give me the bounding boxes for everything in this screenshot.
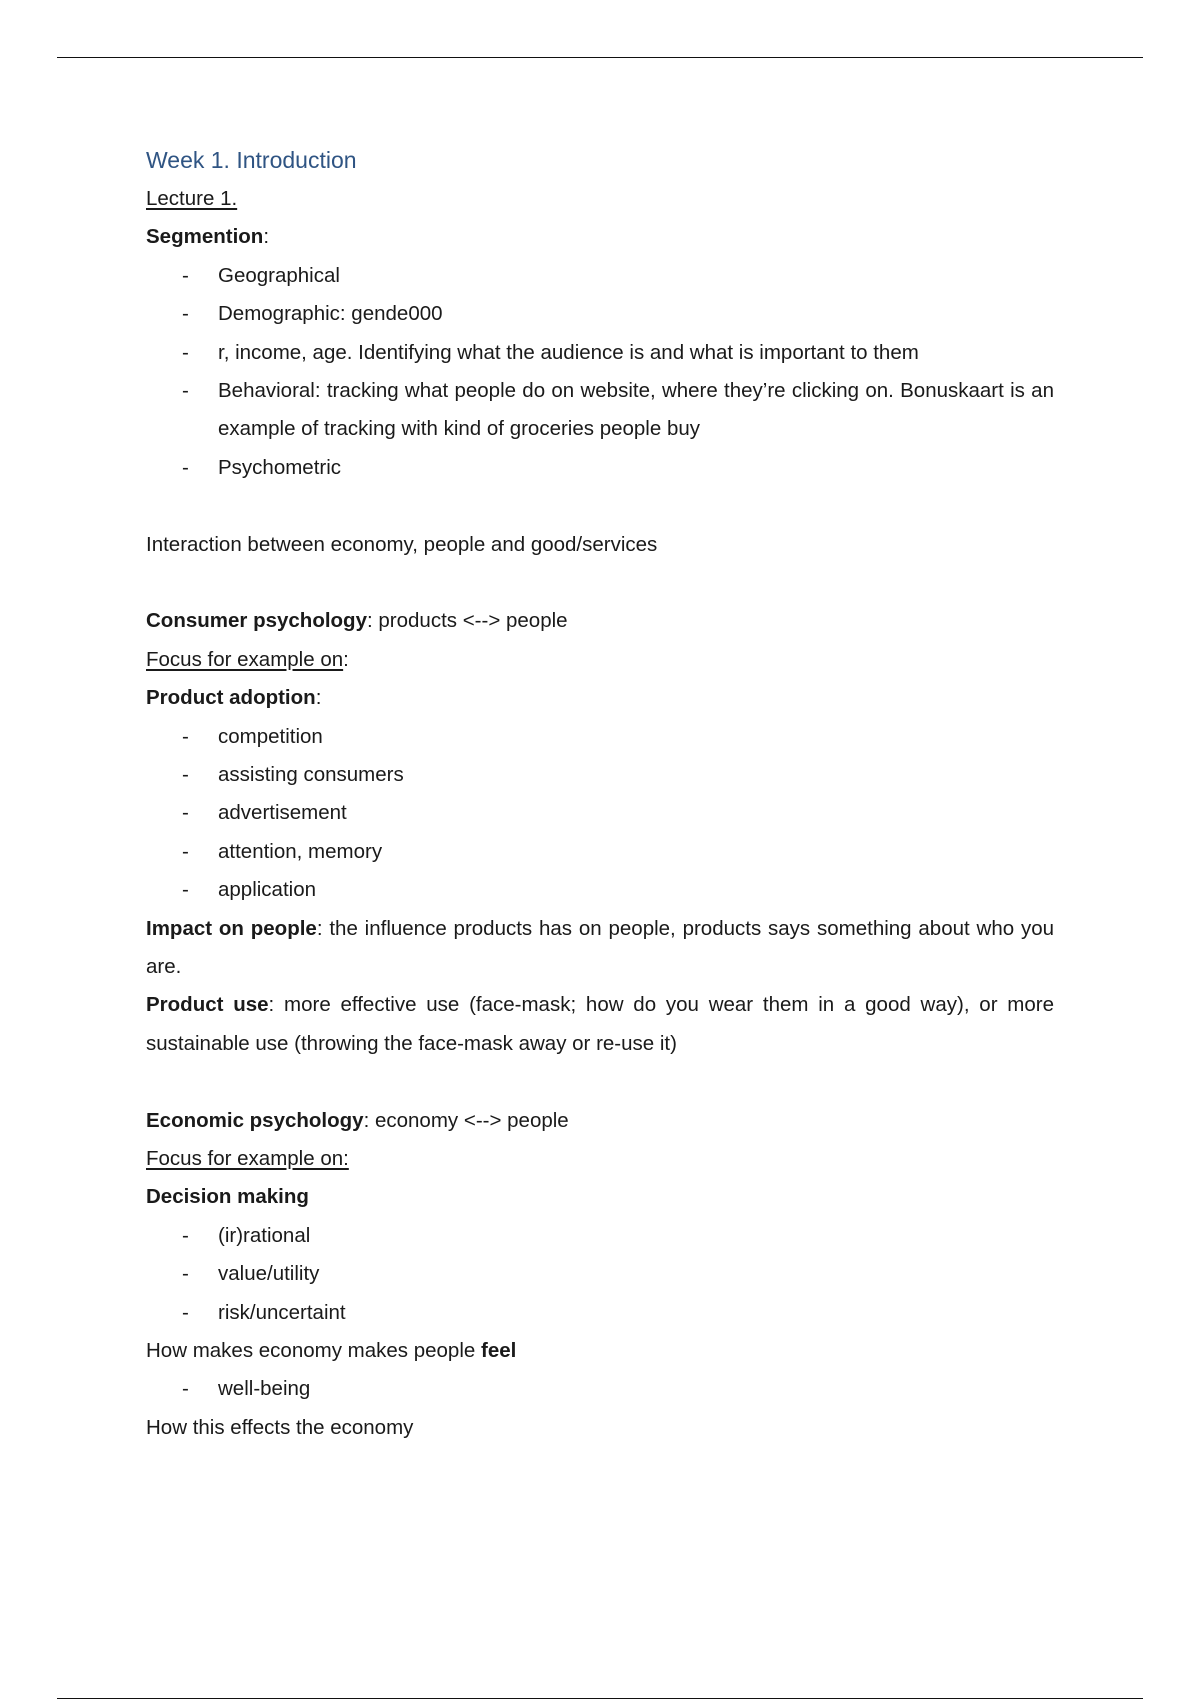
consumer-focus: Focus for example on: [146, 647, 349, 671]
list-item: - r, income, age. Identifying what the audience is and what is important to them [182, 340, 919, 364]
product-adoption-list [146, 718, 1054, 910]
footer-rule [57, 1698, 1143, 1699]
list-item: - competition [182, 724, 323, 748]
decision-making-heading: Decision making [146, 1185, 309, 1209]
list-item: - well-being [182, 1377, 311, 1401]
list-item: - value/utility [182, 1262, 320, 1286]
list-item: - risk/uncertaint [182, 1300, 346, 1324]
list-item: - attention, memory [182, 839, 383, 863]
list-item: - (ir)rational [182, 1223, 311, 1247]
feel-line: How makes economy makes people feel [146, 1339, 517, 1362]
list-item: - Demographic: gende000 [182, 302, 443, 326]
lecture-label: Lecture 1. [146, 187, 238, 210]
economic-psychology-heading: Economic psychology: economy <--> people [146, 1108, 569, 1132]
list-item: - application [182, 878, 317, 902]
consumer-psychology-heading: Consumer psychology: products <--> people [146, 609, 568, 633]
header-rule [57, 57, 1143, 58]
list-item: - Psychometric [182, 455, 342, 479]
interaction-text: Interaction between economy, people and good/services [146, 532, 658, 556]
list-item: - assisting consumers [182, 762, 404, 786]
effects-line: How this effects the economy [146, 1415, 414, 1439]
economic-focus: Focus for example on: [146, 1147, 349, 1170]
document-body [146, 140, 1054, 1447]
feel-list [146, 1370, 1054, 1408]
list-item: - advertisement [182, 801, 347, 825]
segmentation-heading: Segmention: [146, 225, 270, 249]
impact-on-people-paragraph: Impact on people: the influence products has on people, products says something about who you are. [146, 916, 1054, 978]
list-item: - Behavioral: tracking what people do on website, where they’re clicking on. Bonuskaart is an example of tracking with kind of groceries people buy [182, 379, 1054, 441]
decision-making-list [146, 1217, 1054, 1332]
page-title: Week 1. Introduction [146, 147, 357, 173]
list-item: - Geographical [182, 263, 340, 287]
product-adoption-heading: Product adoption: [146, 686, 322, 710]
segmentation-list [146, 257, 1054, 487]
product-use-paragraph: Product use: more effective use (face-mask; how do you wear them in a good way), or more sustainable use (throwing the face-mask away or re-use it) [146, 993, 1054, 1055]
